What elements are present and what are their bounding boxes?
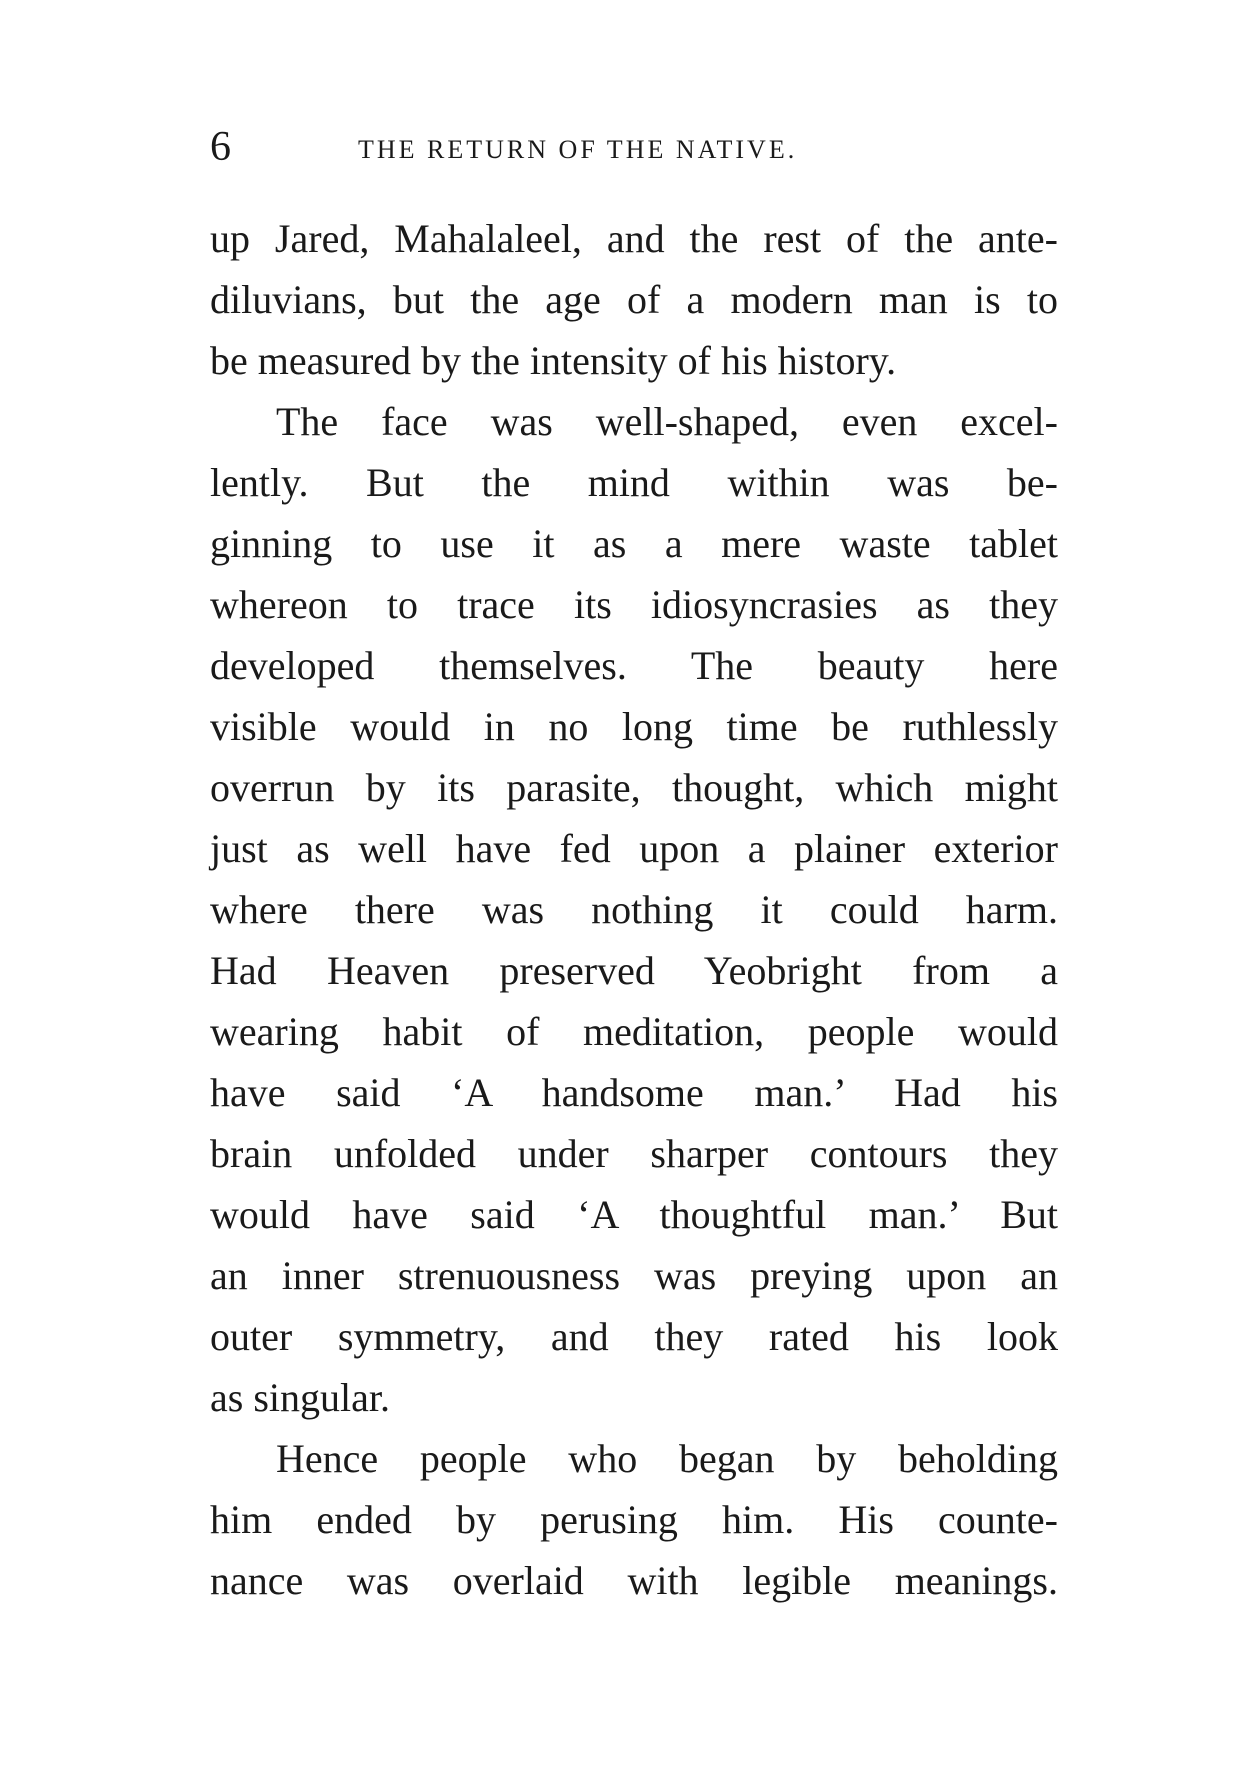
- text-line: lently. But the mind within was be-: [210, 460, 1058, 505]
- text-line: be measured by the intensity of his history.: [210, 338, 897, 383]
- text-line: him ended by perusing him. His counte-: [210, 1497, 1058, 1542]
- running-head: [210, 122, 1058, 172]
- text-line: ginning to use it as a mere waste tablet: [210, 521, 1058, 566]
- text-line: where there was nothing it could harm.: [210, 887, 1058, 932]
- text-line: The face was well-shaped, even excel-: [276, 399, 1058, 444]
- body-text: [210, 208, 1058, 1611]
- text-line: wearing habit of meditation, people would: [210, 1009, 1058, 1054]
- running-title: THE RETURN OF THE NATIVE.: [358, 135, 798, 164]
- text-line: nance was overlaid with legible meanings.: [210, 1558, 1058, 1603]
- text-line: whereon to trace its idiosyncrasies as they: [210, 582, 1058, 627]
- text-line: Hence people who began by beholding: [276, 1436, 1058, 1481]
- text-line: outer symmetry, and they rated his look: [210, 1314, 1058, 1359]
- text-line: as singular.: [210, 1375, 390, 1420]
- text-line: have said ‘A handsome man.’ Had his: [210, 1070, 1058, 1115]
- text-line: visible would in no long time be ruthlessly: [210, 704, 1058, 749]
- text-line: developed themselves. The beauty here: [210, 643, 1058, 688]
- text-line: an inner strenuousness was preying upon an: [210, 1253, 1058, 1298]
- text-line: diluvians, but the age of a modern man is to: [210, 277, 1058, 322]
- text-line: brain unfolded under sharper contours they: [210, 1131, 1058, 1176]
- text-line: just as well have fed upon a plainer exterior: [210, 826, 1058, 871]
- page-number: 6: [210, 124, 231, 170]
- text-line: overrun by its parasite, thought, which might: [210, 765, 1058, 810]
- text-line: up Jared, Mahalaleel, and the rest of the ante-: [210, 216, 1058, 261]
- text-line: would have said ‘A thoughtful man.’ But: [210, 1192, 1058, 1237]
- text-line: Had Heaven preserved Yeobright from a: [210, 948, 1058, 993]
